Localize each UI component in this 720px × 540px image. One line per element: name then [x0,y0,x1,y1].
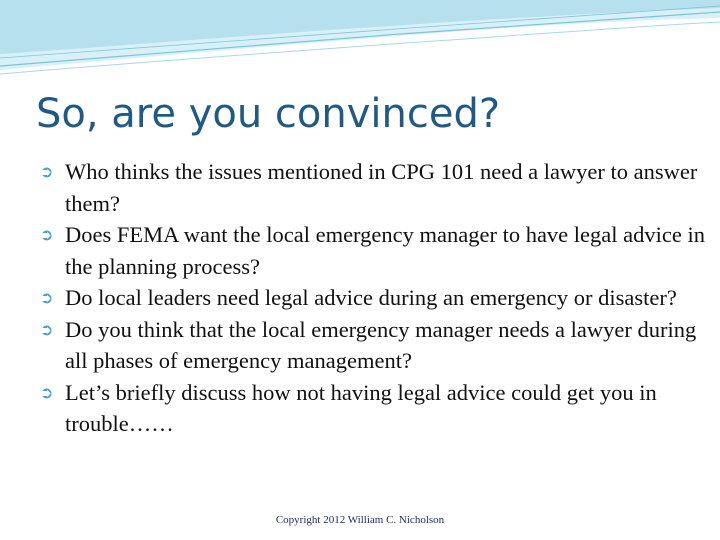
bullet-text: Let’s briefly discuss how not having legal advice could get you in trouble…… [65,379,657,436]
bullet-text: Does FEMA want the local emergency manager to have legal advice in the planning process? [65,222,705,279]
slide-title: So, are you convinced? [36,91,501,137]
bullet-text: Do local leaders need legal advice during an emergency or disaster? [65,285,677,310]
bullet-item [40,156,710,219]
bullet-item [40,282,710,314]
bullet-text: Who thinks the issues mentioned in CPG 101 need a lawyer to answer them? [65,159,698,216]
bullet-list [40,156,710,440]
bullet-text: Do you think that the local emergency manager needs a lawyer during all phases of emergency management? [65,316,697,373]
copyright-footer: Copyright 2012 William C. Nicholson [275,514,445,526]
bullet-item [40,314,710,377]
circle-arrow-icon: ➲ [40,162,54,181]
circle-arrow-icon: ➲ [40,225,54,244]
circle-arrow-icon: ➲ [40,288,54,307]
circle-arrow-icon: ➲ [40,382,54,402]
bullet-item [40,377,710,440]
wave-header-decoration [0,0,720,80]
circle-arrow-icon: ➲ [40,319,54,339]
bullet-item [40,219,710,282]
